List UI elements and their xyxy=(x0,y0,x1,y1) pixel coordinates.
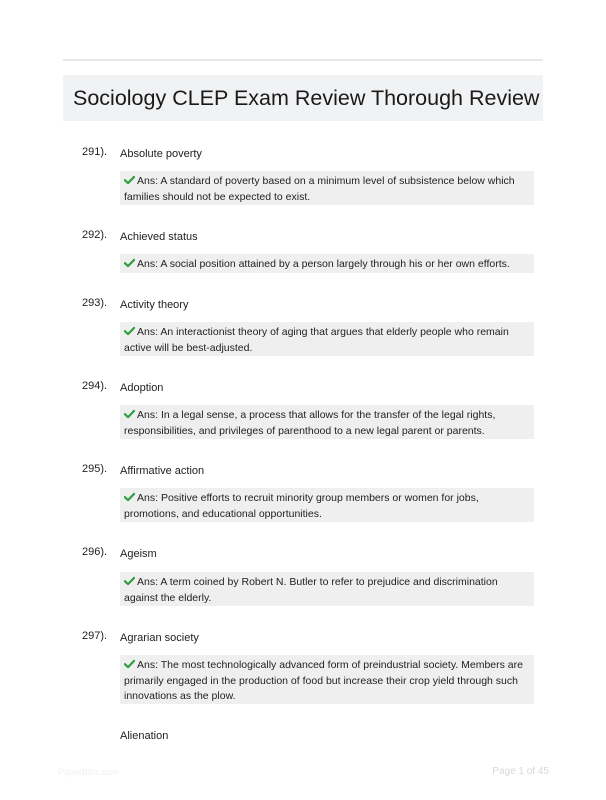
answer-box xyxy=(120,488,534,522)
answer-text: In a legal sense, a process that allows for the transfer of the legal rights, responsibilities, and privileges of parenthood to a new legal parent or parents. xyxy=(124,409,496,437)
title-banner xyxy=(63,75,543,121)
answer-prefix: Ans: xyxy=(137,576,159,588)
question-term: Agrarian society xyxy=(120,632,199,644)
answer-prefix: Ans: xyxy=(137,659,159,671)
answer-text: A social position attained by a person largely through his or her own efforts. xyxy=(160,258,510,270)
question-term: Adoption xyxy=(120,382,164,394)
question-item xyxy=(0,629,606,649)
question-term: Absolute poverty xyxy=(120,148,202,160)
check-icon xyxy=(124,492,135,502)
question-number: 296). xyxy=(82,546,108,558)
check-icon xyxy=(124,409,135,419)
answer-text: The most technologically advanced form of preindustrial society. Members are primarily engaged in the production of food but increase their crop yield through such innovations as the plow. xyxy=(124,659,523,702)
answer-box xyxy=(120,171,534,205)
answer-text: Positive efforts to recruit minority group members or women for jobs, promotions, and educational opportunities. xyxy=(124,492,479,520)
question-number: 297). xyxy=(82,630,108,642)
answer-box xyxy=(120,254,534,273)
question-number: 293). xyxy=(82,297,108,309)
question-item xyxy=(0,228,606,248)
page-title: Sociology CLEP Exam Review Thorough Review xyxy=(73,85,540,110)
answer-box xyxy=(120,572,534,606)
page-number: Page 1 of 45 xyxy=(492,766,549,777)
question-number: 294). xyxy=(82,380,108,392)
question-item xyxy=(0,462,606,482)
question-item xyxy=(0,145,606,165)
question-number: 295). xyxy=(82,463,108,475)
answer-text: A standard of poverty based on a minimum level of subsistence below which families should not be expected to exist. xyxy=(124,175,515,203)
question-term: Activity theory xyxy=(120,299,189,311)
answer-box xyxy=(120,322,534,356)
answer-prefix: Ans: xyxy=(137,258,159,270)
question-number: 292). xyxy=(82,229,108,241)
question-term: Affirmative action xyxy=(120,465,205,477)
answer-prefix: Ans: xyxy=(137,326,159,338)
question-number: 291). xyxy=(82,146,108,158)
question-item xyxy=(0,296,606,316)
answer-prefix: Ans: xyxy=(137,492,159,504)
check-icon xyxy=(124,326,135,336)
footer-watermark: PaperBlitz.com xyxy=(58,767,119,777)
question-term: Ageism xyxy=(120,548,157,560)
answer-text: A term coined by Robert N. Butler to refer to prejudice and discrimination against the elderly. xyxy=(124,576,498,604)
question-item xyxy=(0,727,606,747)
check-icon xyxy=(124,659,135,669)
question-item xyxy=(0,545,606,565)
answer-box xyxy=(120,405,534,439)
question-term: Alienation xyxy=(120,730,169,742)
answer-box xyxy=(120,655,534,704)
top-divider xyxy=(63,59,543,61)
check-icon xyxy=(124,258,135,268)
answer-prefix: Ans: xyxy=(137,409,159,421)
question-term: Achieved status xyxy=(120,231,198,243)
check-icon xyxy=(124,576,135,586)
question-item xyxy=(0,379,606,399)
answer-text: An interactionist theory of aging that argues that elderly people who remain active will be best-adjusted. xyxy=(124,326,509,354)
check-icon xyxy=(124,175,135,185)
answer-prefix: Ans: xyxy=(137,175,159,187)
